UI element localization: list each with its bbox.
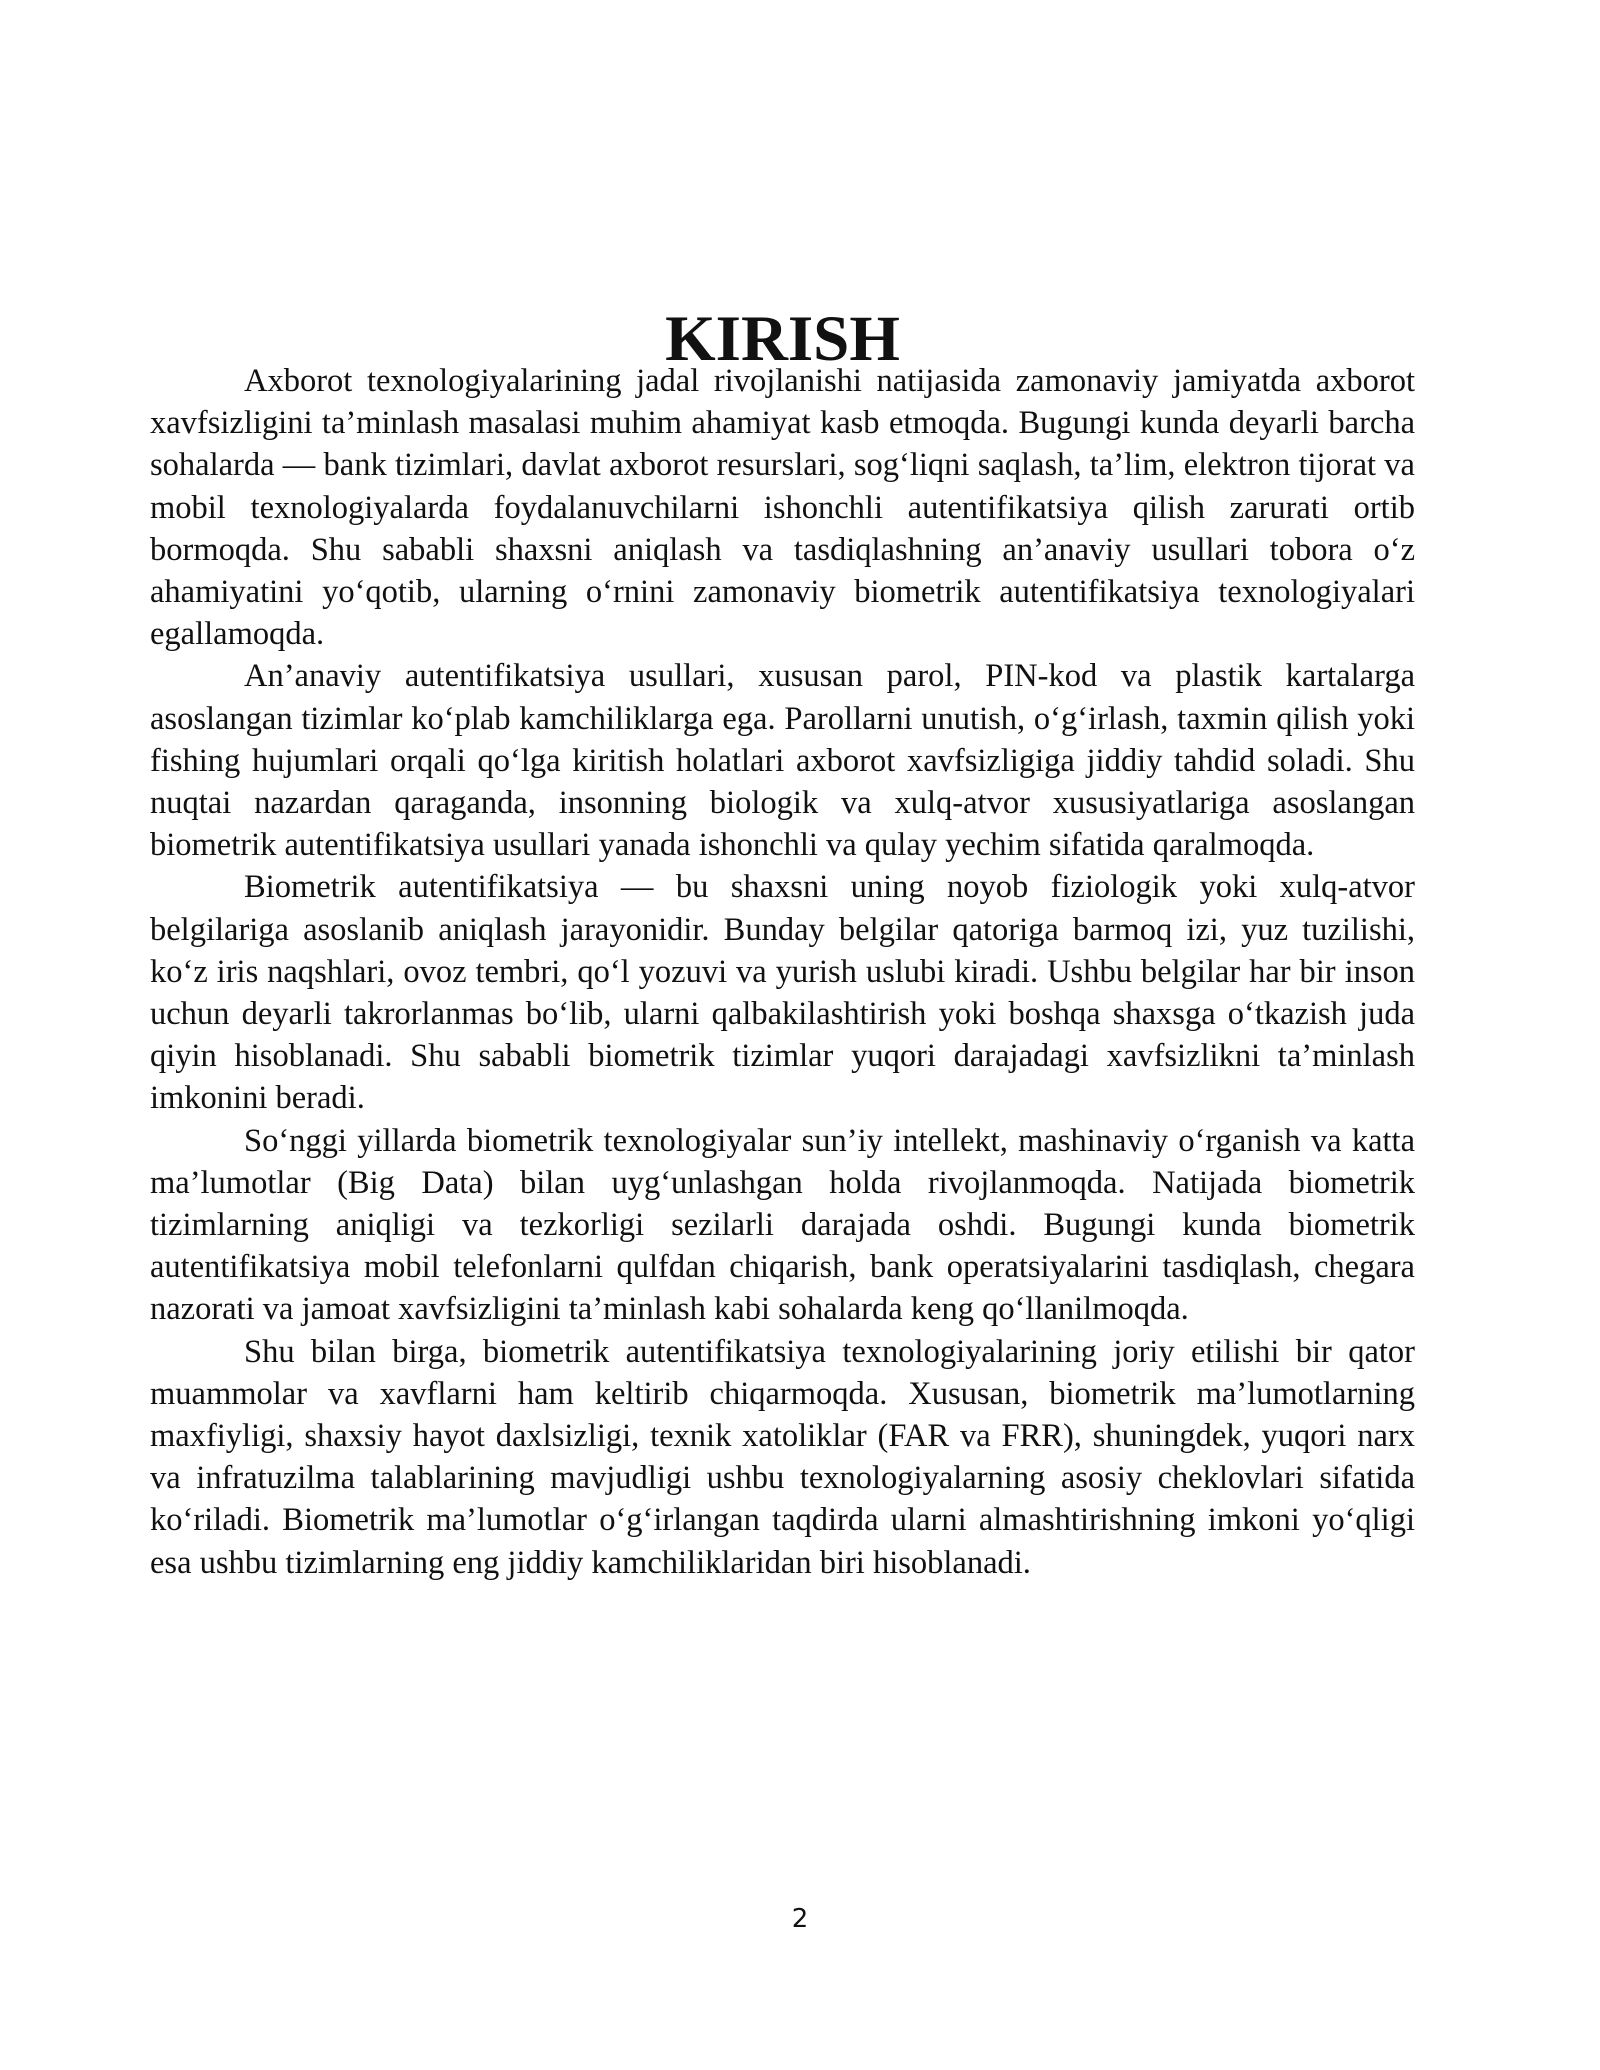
page-number: 2 [791, 1904, 809, 1934]
section-title: KIRISH [665, 303, 900, 375]
paragraph-5: Shu bilan birga, biometrik autentifikatsiya texnologiyalarining joriy etilishi bir qator muammolar va xavflarni ham keltirib chiqarmoqda. Xususan, biometrik ma’lumotlarning maxfiyligi, shaxsiy hayot daxlsizligi, texnik xatoliklar (FAR va FRR), shuningdek, yuqori narx va infratuzilma talablarining mavjudligi ushbu texnologiyalarning asosiy cheklovlari sifatida ko‘riladi. Biometrik ma’lumotlar o‘g‘irlangan taqdirda ularni almashtirishning imkoni yo‘qligi esa ushbu tizimlarning eng jiddiy kamchiliklaridan biri hisoblanadi. [150, 1333, 1415, 1581]
paragraph-4: So‘nggi yillarda biometrik texnologiyalar sun’iy intellekt, mashinaviy o‘rganish va katta ma’lumotlar (Big Data) bilan uyg‘unlashgan holda rivojlanmoqda. Natijada biometrik tizimlarning aniqligi va tezkorligi sezilarli darajada oshdi. Bugungi kunda biometrik autentifikatsiya mobil telefonlarni qulfdan chiqarish, bank operatsiyalarini tasdiqlash, chegara nazorati va jamoat xavfsizligini ta’minlash kabi sohalarda keng qo‘llanilmoqda. [150, 1122, 1415, 1328]
paragraph-1: Axborot texnologiyalarining jadal rivojlanishi natijasida zamonaviy jamiyatda axborot xavfsizligini ta’minlash masalasi muhim ahamiyat kasb etmoqda. Bugungi kunda deyarli barcha sohalarda — bank tizimlari, davlat axborot resurslari, sog‘liqni saqlash, ta’lim, elektron tijorat va mobil texnologiyalarda foydalanuvchilarni ishonchli autentifikatsiya qilish zarurati ortib bormoqda. Shu sababli shaxsni aniqlash va tasdiqlashning an’anaviy usullari tobora o‘z ahamiyatini yo‘qotib, ularning o‘rnini zamonaviy biometrik autentifikatsiya texnologiyalari egallamoqda. [150, 363, 1415, 653]
paragraph-2: An’anaviy autentifikatsiya usullari, xususan parol, PIN-kod va plastik kartalarga asoslangan tizimlar ko‘plab kamchiliklarga ega. Parollarni unutish, o‘g‘irlash, taxmin qilish yoki fishing hujumlari orqali qo‘lga kiritish holatlari axborot xavfsizligiga jiddiy tahdid soladi. Shu nuqtai nazardan qaraganda, insonning biologik va xulq-atvor xususiyatlariga asoslangan biometrik autentifikatsiya usullari yanada ishonchli va qulay yechim sifatida qaralmoqda. [150, 658, 1415, 864]
paragraph-3: Biometrik autentifikatsiya — bu shaxsni uning noyob fiziologik yoki xulq-atvor belgilariga asoslanib aniqlash jarayonidir. Bunday belgilar qatoriga barmoq izi, yuz tuzilishi, ko‘z iris naqshlari, ovoz tembri, qo‘l yozuvi va yurish uslubi kiradi. Ushbu belgilar har bir inson uchun deyarli takrorlanmas bo‘lib, ularni qalbakilashtirish yoki boshqa shaxsga o‘tkazish juda qiyin hisoblanadi. Shu sababli biometrik tizimlar yuqori darajadagi xavfsizlikni ta’minlash imkonini beradi. [150, 869, 1415, 1117]
document-body [150, 303, 1415, 1584]
